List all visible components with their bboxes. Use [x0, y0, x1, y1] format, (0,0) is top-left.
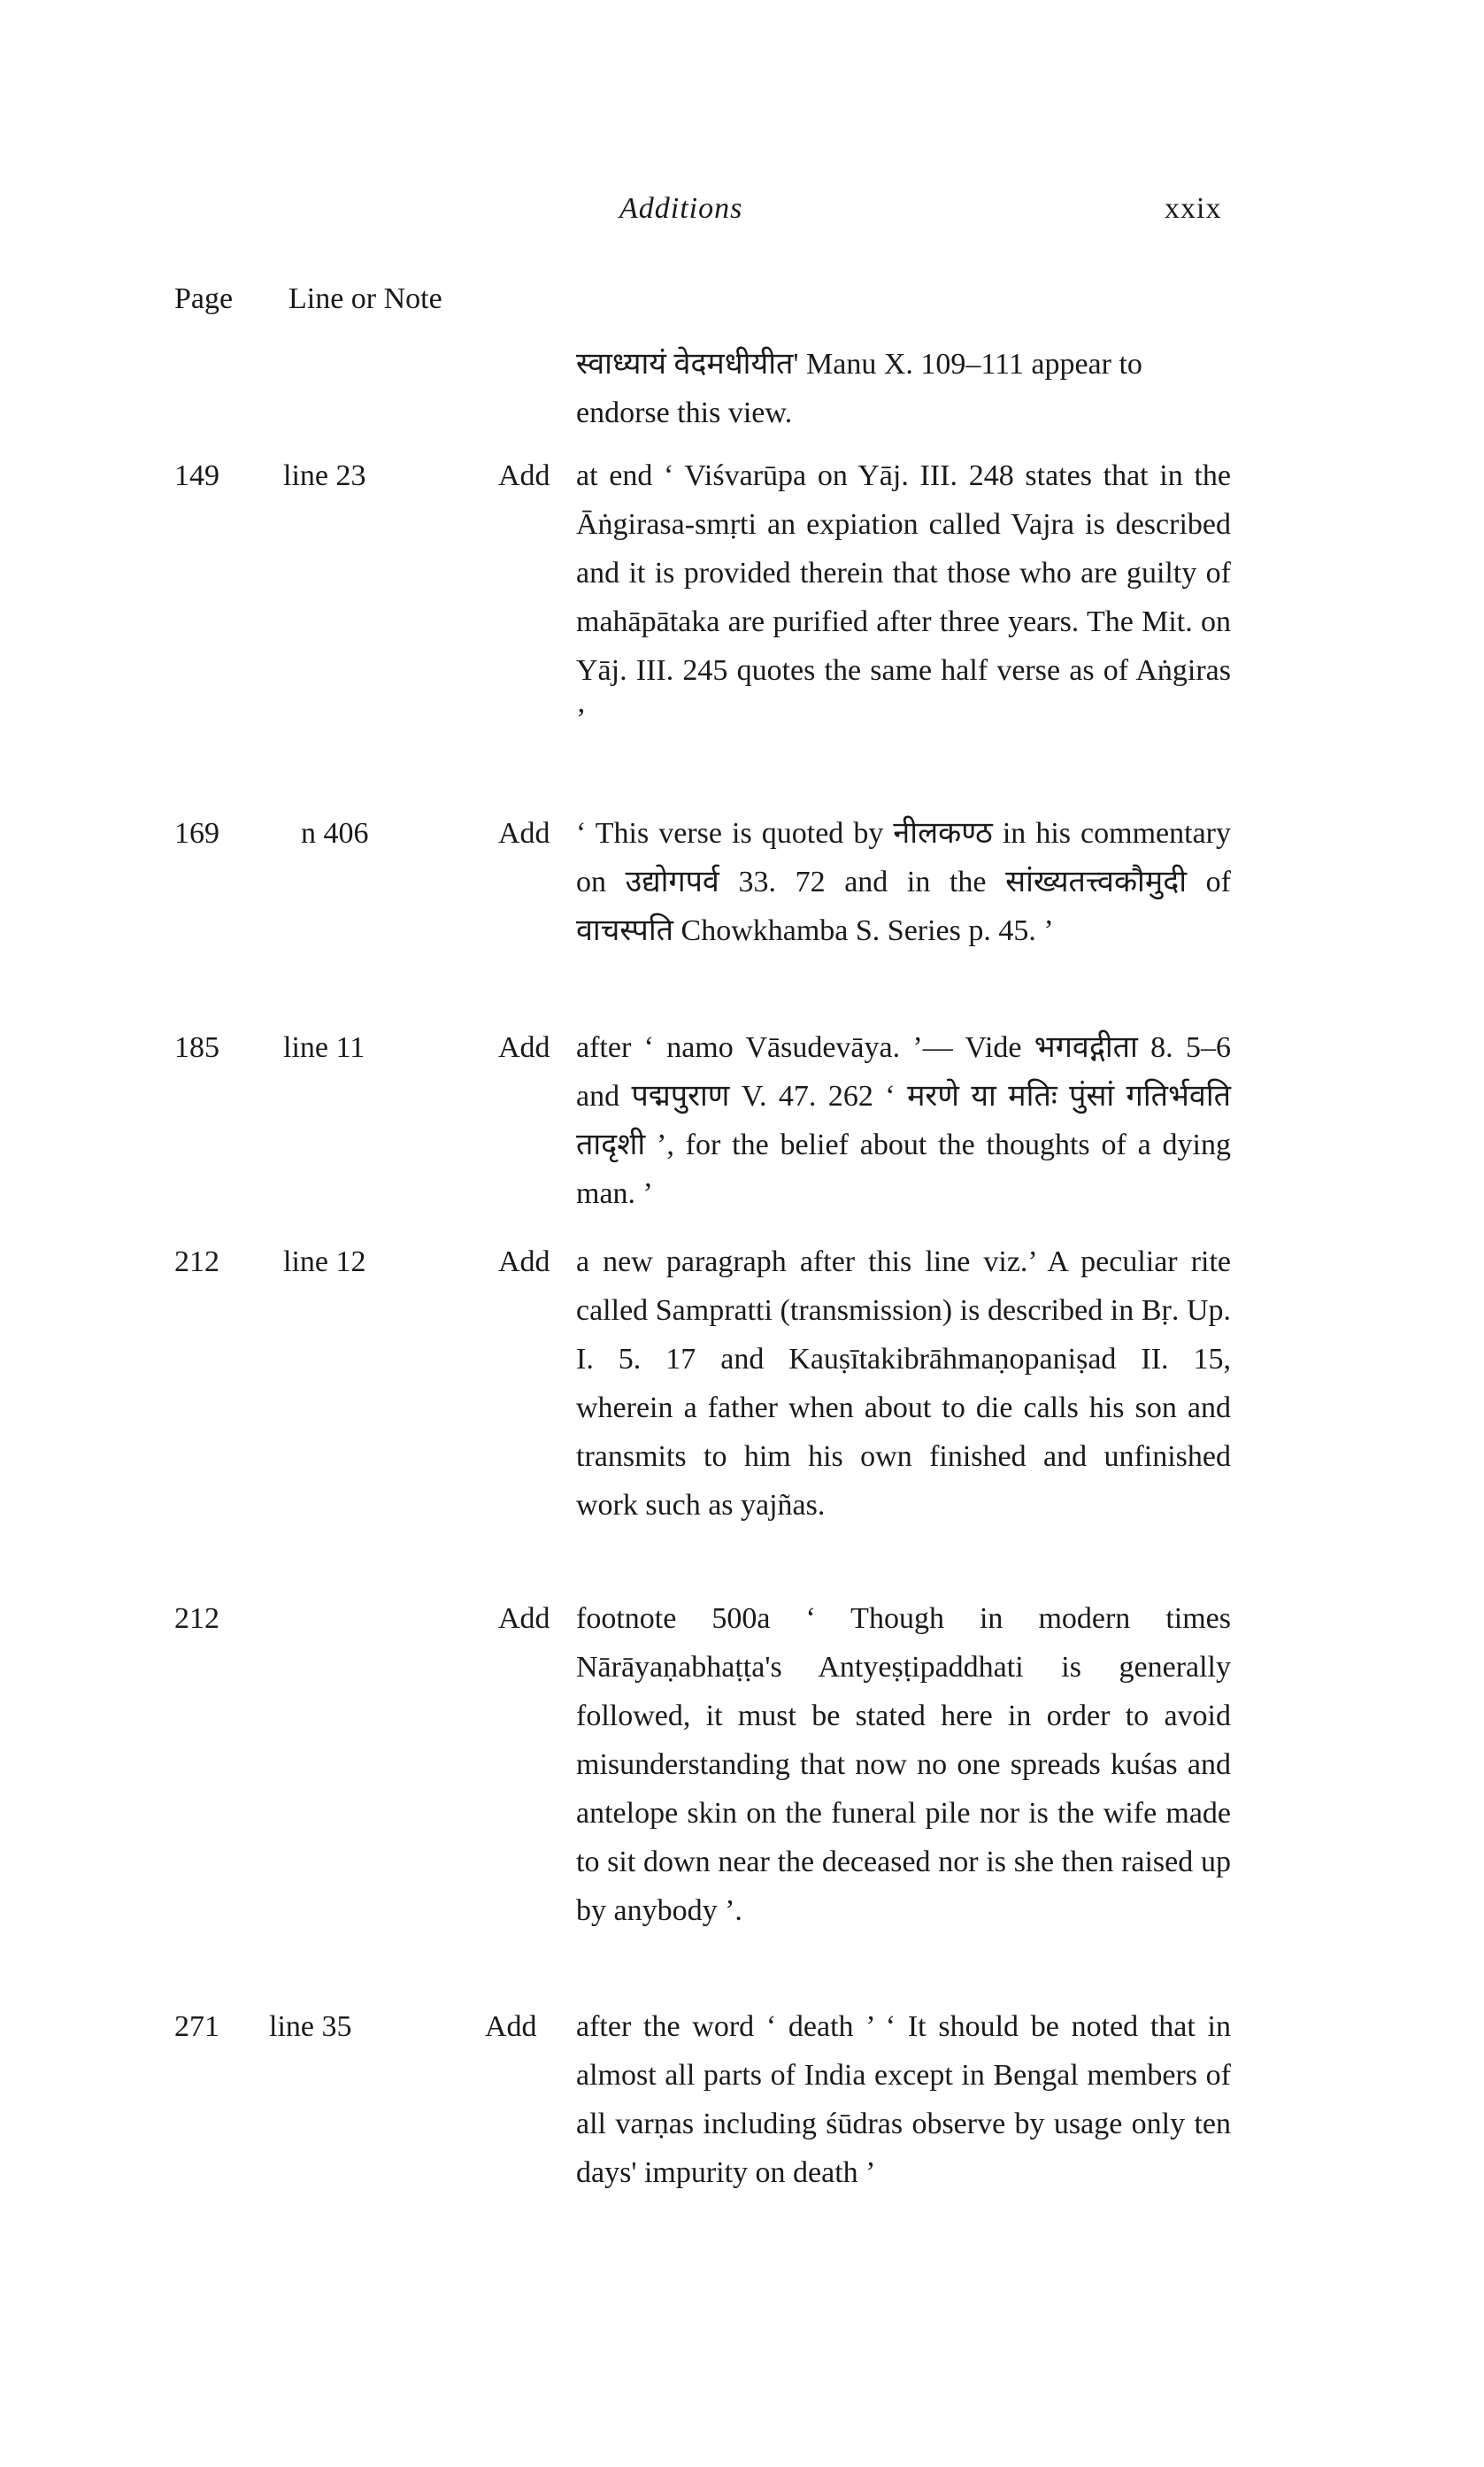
- entry-action: Add: [498, 817, 550, 850]
- entry-text: a new paragraph after this line viz.’ A peculiar rite called Sampratti (transmission) is described in Bṛ. Up. I. 5. 17 and Kauṣītakibrāhmaṇopaniṣad II. 15, wherein a father when about to die calls his son and transmits to him his own finished and unfinished work such as yajñas.: [576, 1245, 1231, 1522]
- running-title: Additions: [619, 192, 743, 225]
- column-header-page: Page: [174, 282, 234, 315]
- entry-action: Add: [498, 1602, 550, 1635]
- entry-line: line 35: [269, 2010, 352, 2043]
- entry-page: 149: [174, 459, 219, 492]
- entry-page: 212: [174, 1602, 219, 1635]
- page-number: xxix: [1165, 192, 1222, 225]
- entry-line: line 12: [283, 1245, 366, 1278]
- entry-action: Add: [498, 1245, 550, 1278]
- continuation-text: स्वाध्यायं वेदमधीयीत' Manu X. 109–111 appear to endorse this view.: [576, 348, 1142, 429]
- entry-line: line 23: [283, 459, 366, 492]
- entry-action: Add: [498, 1031, 550, 1064]
- column-header-line-or-note: Line or Note: [288, 282, 442, 315]
- entry-note: n 406: [301, 817, 369, 850]
- entry-page: 271: [174, 2010, 219, 2043]
- entry-text: ‘ This verse is quoted by नीलकण्ठ in his commentary on उद्योगपर्व 33. 72 and in the सांख्यतत्त्वकौमुदी of वाचस्पति Chowkhamba S. Series p. 45. ’: [576, 817, 1231, 947]
- entry-action: Add: [498, 459, 550, 492]
- entry-text: footnote 500a ‘ Though in modern times Nārāyaṇabhaṭṭa's Antyeṣṭipaddhati is generally followed, it must be stated here in order to avoid misunderstanding that now no one spreads kuśas and antelope skin on the funeral pile nor is the wife made to sit down near the deceased nor is she then raised up by anybody ’.: [576, 1602, 1231, 1927]
- entry-text: at end ‘ Viśvarūpa on Yāj. III. 248 states that in the Āṅgirasa-smṛti an expiation called Vajra is described and it is provided therein that those who are guilty of mahāpātaka are purified after three years. The Mit. on Yāj. III. 245 quotes the same half verse as of Aṅgiras ’: [576, 459, 1231, 736]
- entry-action: Add: [485, 2010, 537, 2043]
- entry-page: 212: [174, 1245, 219, 1278]
- entry-text: after the word ‘ death ’ ‘ It should be noted that in almost all parts of India except in Bengal members of all varṇas including śūdras observe by usage only ten days' impurity on death ’: [576, 2010, 1231, 2189]
- entry-text: after ‘ namo Vāsudevāya. ’— Vide भगवद्गीता 8. 5–6 and पद्मपुराण V. 47. 262 ‘ मरणे या मतिः पुंसां गतिर्भवति तादृशी ’, for the belief about the thoughts of a dying man. ’: [576, 1031, 1231, 1210]
- entry-page: 169: [174, 817, 219, 850]
- entry-page: 185: [174, 1031, 219, 1064]
- entry-line: line 11: [283, 1031, 365, 1064]
